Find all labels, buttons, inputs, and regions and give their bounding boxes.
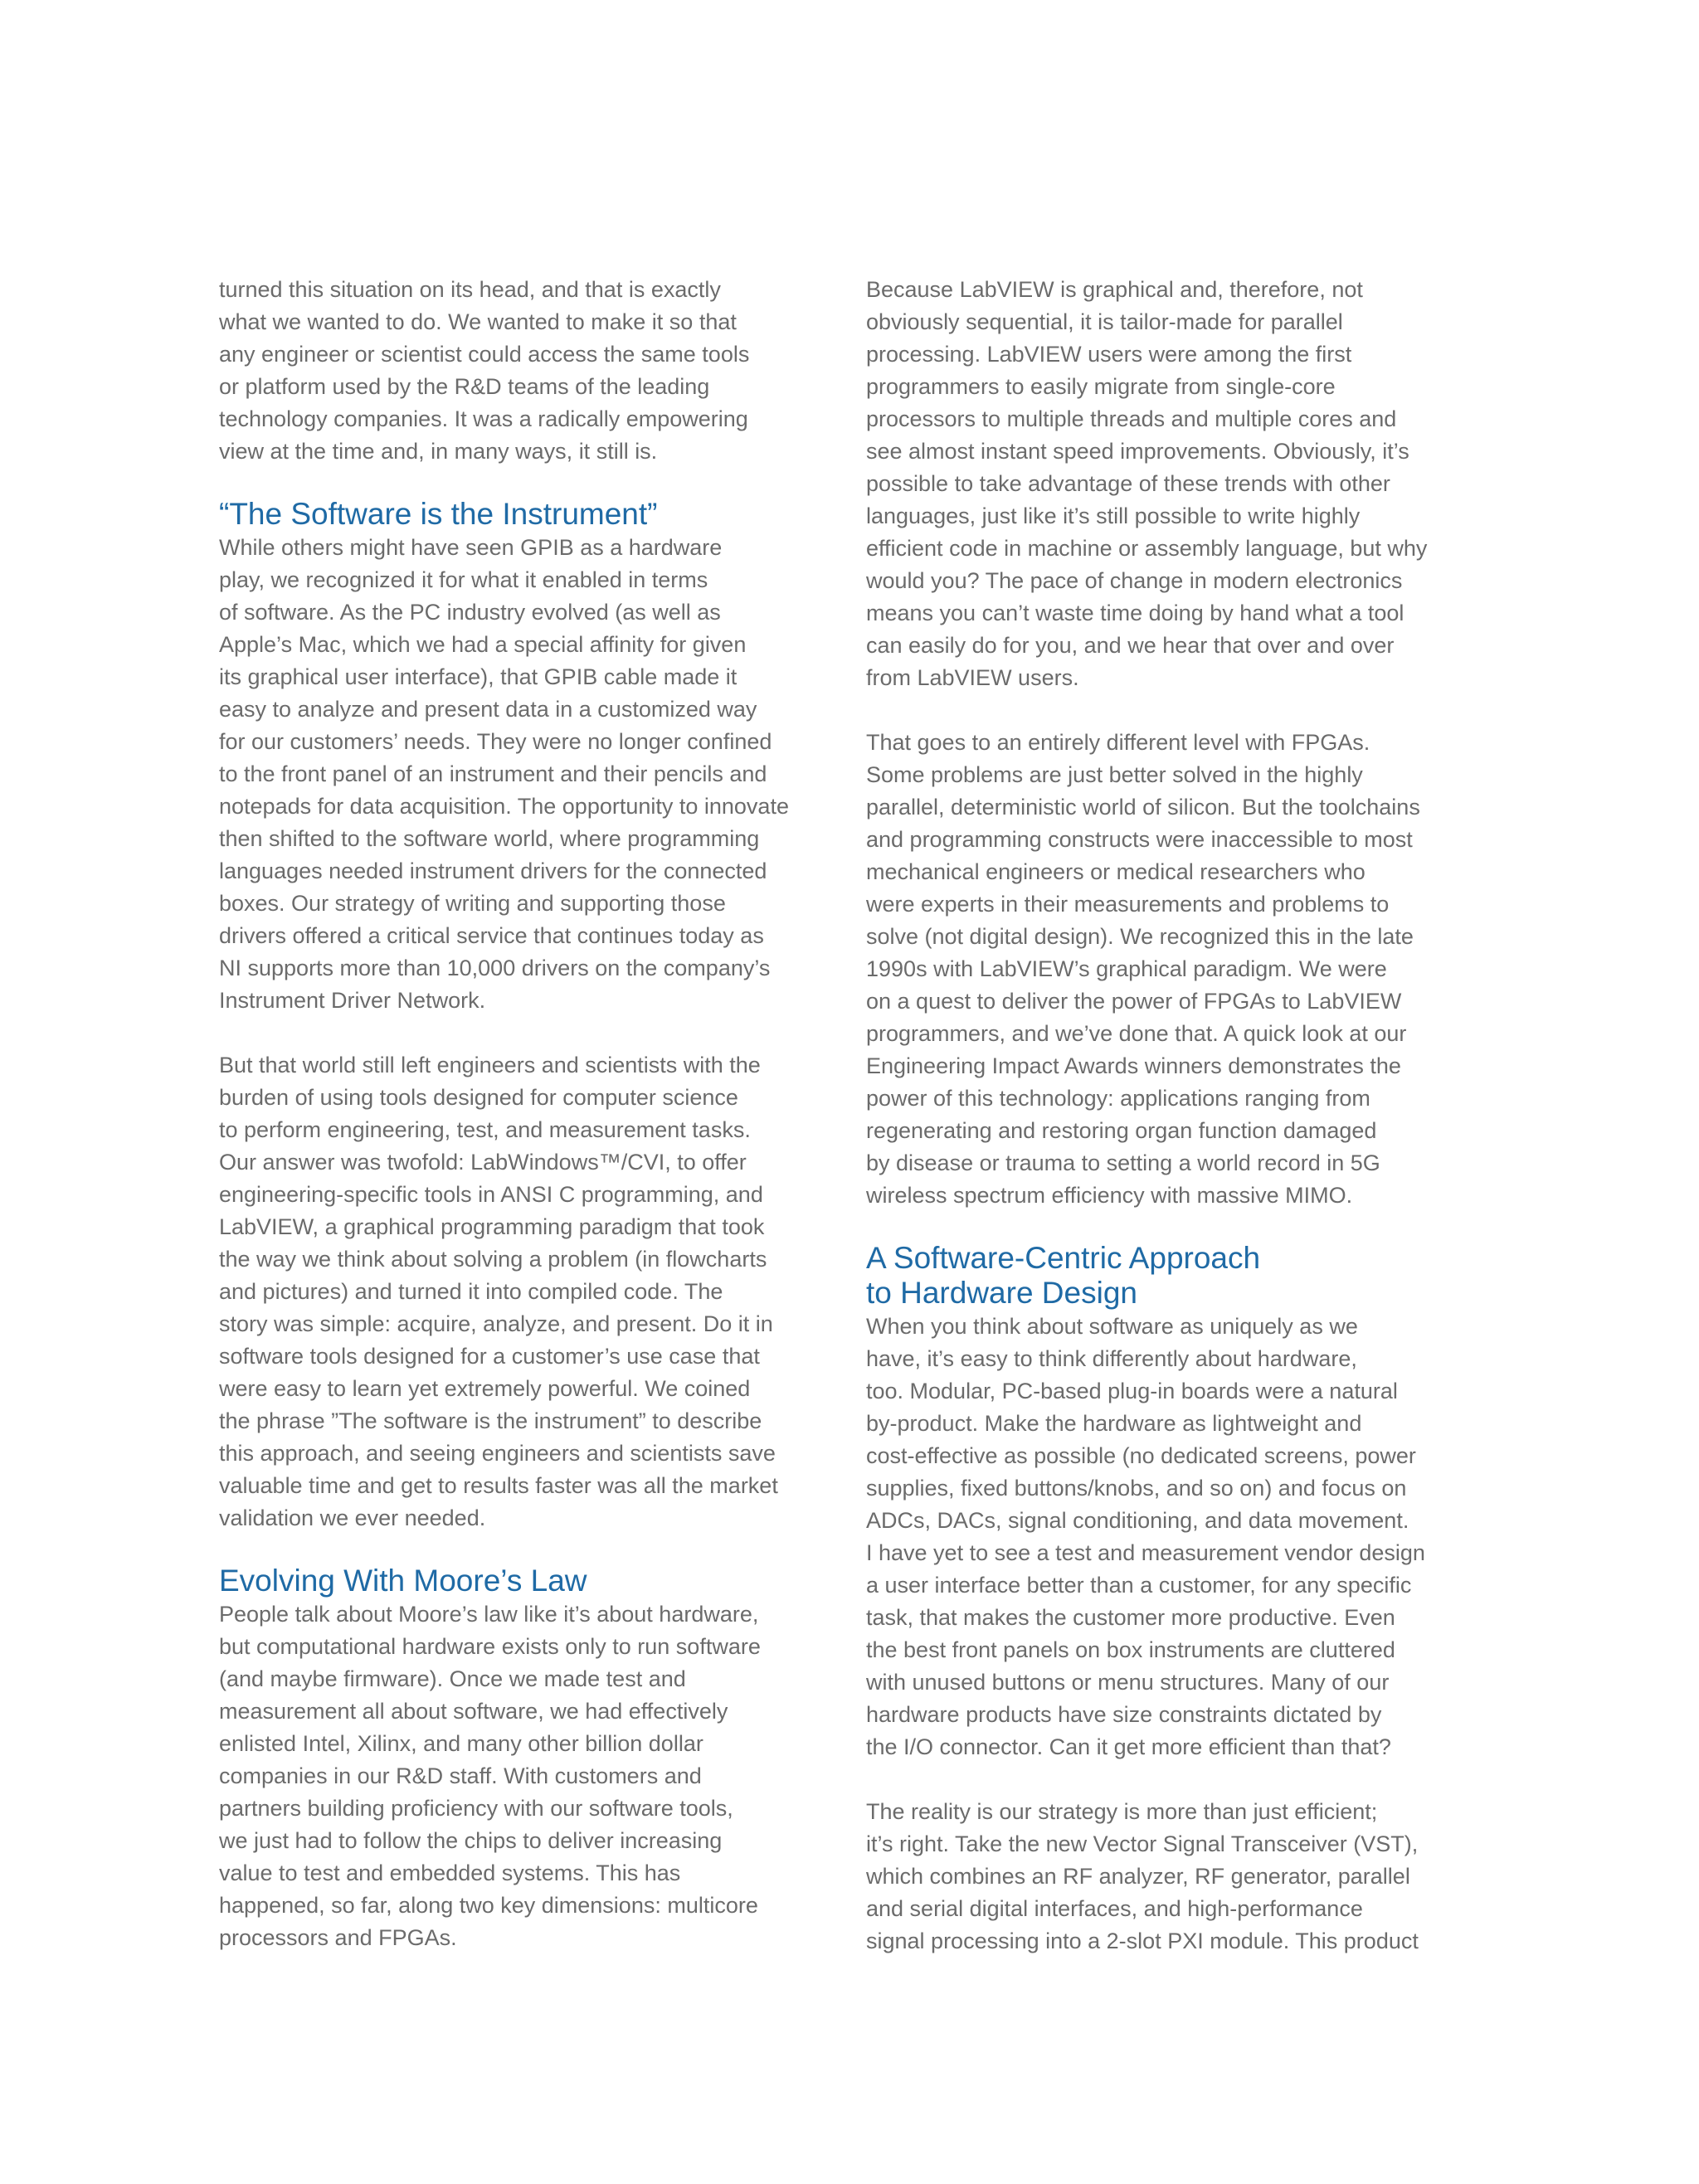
right-paragraph-1 xyxy=(866,274,1497,694)
text-line: Instrument Driver Network. xyxy=(219,988,486,1013)
text-line: processing. LabVIEW users were among the first xyxy=(866,342,1352,367)
text-line: engineering-specific tools in ANSI C programming, and xyxy=(219,1182,763,1207)
text-line: obviously sequential, it is tailor-made for parallel xyxy=(866,309,1343,334)
text-line: its graphical user interface), that GPIB cable made it xyxy=(219,664,738,689)
text-line: with unused buttons or menu structures. Many of our xyxy=(866,1670,1390,1695)
text-line: While others might have seen GPIB as a hardware xyxy=(219,535,723,560)
text-line: technology companies. It was a radically empowering xyxy=(219,406,748,431)
text-line: then shifted to the software world, where programming xyxy=(219,826,760,851)
text-line: story was simple: acquire, analyze, and present. Do it in xyxy=(219,1311,773,1336)
text-line: Because LabVIEW is graphical and, therefore, not xyxy=(866,277,1363,302)
text-line: solve (not digital design). We recognized this in the late xyxy=(866,924,1414,949)
text-line: can easily do for you, and we hear that over and over xyxy=(866,633,1395,658)
intro-paragraph xyxy=(219,274,850,468)
text-line: efficient code in machine or assembly language, but why xyxy=(866,536,1428,561)
text-line: programmers to easily migrate from single-core xyxy=(866,374,1336,399)
text-line: value to test and embedded systems. This has xyxy=(219,1861,681,1885)
text-line: it’s right. Take the new Vector Signal Transceiver (VST), xyxy=(866,1831,1419,1856)
text-line: power of this technology: applications ranging from xyxy=(866,1086,1370,1111)
text-line: The reality is our strategy is more than just efficient; xyxy=(866,1799,1378,1824)
text-line: companies in our R&D staff. With customers and xyxy=(219,1763,702,1788)
text-line: of software. As the PC industry evolved (as well as xyxy=(219,600,721,625)
text-line: drivers offered a critical service that continues today as xyxy=(219,923,764,948)
text-line: enlisted Intel, Xilinx, and many other billion dollar xyxy=(219,1731,703,1756)
text-line: valuable time and get to results faster was all the market xyxy=(219,1473,778,1498)
text-line: I have yet to see a test and measurement vendor design xyxy=(866,1540,1425,1565)
text-line: what we wanted to do. We wanted to make it so that xyxy=(219,309,737,334)
text-line: and serial digital interfaces, and high-performance xyxy=(866,1896,1363,1921)
text-line: NI supports more than 10,000 drivers on the company’s xyxy=(219,956,771,980)
section-2-paragraph-1 xyxy=(219,1598,850,1954)
text-line: regenerating and restoring organ function damaged xyxy=(866,1118,1377,1143)
left-column xyxy=(219,274,850,1954)
text-line: by-product. Make the hardware as lightweight and xyxy=(866,1411,1362,1436)
text-line: hardware products have size constraints dictated by xyxy=(866,1702,1382,1727)
right-column xyxy=(866,274,1497,1958)
text-line: a user interface better than a customer, for any specific xyxy=(866,1573,1412,1598)
text-line: and pictures) and turned it into compiled code. The xyxy=(219,1279,723,1304)
text-line: languages needed instrument drivers for the connected xyxy=(219,859,767,883)
text-line: the phrase ”The software is the instrument” to describe xyxy=(219,1408,762,1433)
text-line: the best front panels on box instruments are cluttered xyxy=(866,1637,1395,1662)
text-line: means you can’t waste time doing by hand what a tool xyxy=(866,601,1404,625)
section-heading-software-is-instrument: “The Software is the Instrument” xyxy=(219,497,658,531)
text-line: turned this situation on its head, and that is exactly xyxy=(219,277,721,302)
text-line: supplies, fixed buttons/knobs, and so on) and focus on xyxy=(866,1476,1407,1501)
text-line: Apple’s Mac, which we had a special affinity for given xyxy=(219,632,747,657)
text-line: which combines an RF analyzer, RF generator, parallel xyxy=(866,1864,1410,1889)
text-line: from LabVIEW users. xyxy=(866,665,1079,690)
text-line: would you? The pace of change in modern electronics xyxy=(866,568,1403,593)
text-line: partners building proficiency with our software tools, xyxy=(219,1796,733,1821)
text-line: When you think about software as uniquely as we xyxy=(866,1314,1358,1339)
section-1-paragraph-1 xyxy=(219,532,850,1017)
section-1-paragraph-2 xyxy=(219,1049,850,1535)
heading-line: A Software-Centric Approach xyxy=(866,1241,1261,1275)
text-line: play, we recognized it for what it enabled in terms xyxy=(219,567,708,592)
text-line: parallel, deterministic world of silicon. But the toolchains xyxy=(866,795,1420,820)
text-line: software tools designed for a customer’s use case that xyxy=(219,1344,760,1369)
text-line: notepads for data acquisition. The opportunity to innovate xyxy=(219,794,789,819)
text-line: to perform engineering, test, and measurement tasks. xyxy=(219,1117,751,1142)
text-line: task, that makes the customer more productive. Even xyxy=(866,1605,1395,1630)
text-line: to the front panel of an instrument and their pencils and xyxy=(219,761,767,786)
text-line: cost-effective as possible (no dedicated screens, power xyxy=(866,1443,1416,1468)
text-line: too. Modular, PC-based plug-in boards were a natural xyxy=(866,1379,1398,1403)
text-line: were easy to learn yet extremely powerful. We coined xyxy=(219,1376,751,1401)
text-line: burden of using tools designed for computer science xyxy=(219,1085,738,1110)
text-line: see almost instant speed improvements. Obviously, it’s xyxy=(866,439,1409,464)
section-heading-software-centric-approach xyxy=(866,1241,1497,1311)
text-line: boxes. Our strategy of writing and supporting those xyxy=(219,891,726,916)
text-line: and programming constructs were inaccessible to most xyxy=(866,827,1413,852)
text-line: we just had to follow the chips to deliver increasing xyxy=(219,1828,723,1853)
text-line: or platform used by the R&D teams of the leading xyxy=(219,374,710,399)
text-line: signal processing into a 2-slot PXI module. This product xyxy=(866,1929,1419,1953)
section-3-paragraph-2 xyxy=(866,1796,1497,1958)
text-line: programmers, and we’ve done that. A quick look at our xyxy=(866,1021,1407,1046)
heading-line: to Hardware Design xyxy=(866,1276,1137,1310)
text-line: on a quest to deliver the power of FPGAs to LabVIEW xyxy=(866,989,1402,1014)
text-line: any engineer or scientist could access the same tools xyxy=(219,342,750,367)
section-heading-moores-law: Evolving With Moore’s Law xyxy=(219,1564,587,1598)
text-line: view at the time and, in many ways, it still is. xyxy=(219,439,658,464)
text-line: ADCs, DACs, signal conditioning, and data movement. xyxy=(866,1508,1409,1533)
section-3-paragraph-1 xyxy=(866,1311,1497,1763)
text-line: People talk about Moore’s law like it’s about hardware, xyxy=(219,1602,759,1627)
text-line: the I/O connector. Can it get more efficient than that? xyxy=(866,1734,1391,1759)
text-line: Our answer was twofold: LabWindows™/CVI, to offer xyxy=(219,1150,747,1175)
text-line: but computational hardware exists only to run software xyxy=(219,1634,761,1659)
text-line: Engineering Impact Awards winners demonstrates the xyxy=(866,1053,1401,1078)
text-line: the way we think about solving a problem (in flowcharts xyxy=(219,1247,767,1272)
text-line: processors to multiple threads and multiple cores and xyxy=(866,406,1397,431)
text-line: (and maybe firmware). Once we made test and xyxy=(219,1666,686,1691)
text-line: languages, just like it’s still possible to write highly xyxy=(866,503,1361,528)
text-line: easy to analyze and present data in a customized way xyxy=(219,697,757,722)
text-line: processors and FPGAs. xyxy=(219,1925,457,1950)
text-line: Some problems are just better solved in the highly xyxy=(866,762,1363,787)
right-paragraph-2 xyxy=(866,727,1497,1212)
text-line: LabVIEW, a graphical programming paradigm that took xyxy=(219,1214,765,1239)
text-line: have, it’s easy to think differently about hardware, xyxy=(866,1346,1357,1371)
text-line: this approach, and seeing engineers and scientists save xyxy=(219,1441,776,1466)
text-line: That goes to an entirely different level with FPGAs. xyxy=(866,730,1370,755)
text-line: 1990s with LabVIEW’s graphical paradigm. We were xyxy=(866,956,1387,981)
text-line: wireless spectrum efficiency with massive MIMO. xyxy=(866,1183,1353,1208)
text-line: by disease or trauma to setting a world record in 5G xyxy=(866,1150,1380,1175)
text-line: measurement all about software, we had effectively xyxy=(219,1699,728,1724)
text-line: But that world still left engineers and scientists with the xyxy=(219,1053,761,1077)
text-line: for our customers’ needs. They were no longer confined xyxy=(219,729,772,754)
text-line: validation we ever needed. xyxy=(219,1505,486,1530)
text-line: were experts in their measurements and problems to xyxy=(866,892,1390,917)
text-line: mechanical engineers or medical researchers who xyxy=(866,859,1366,884)
text-line: possible to take advantage of these trends with other xyxy=(866,471,1390,496)
text-line: happened, so far, along two key dimensions: multicore xyxy=(219,1893,758,1918)
